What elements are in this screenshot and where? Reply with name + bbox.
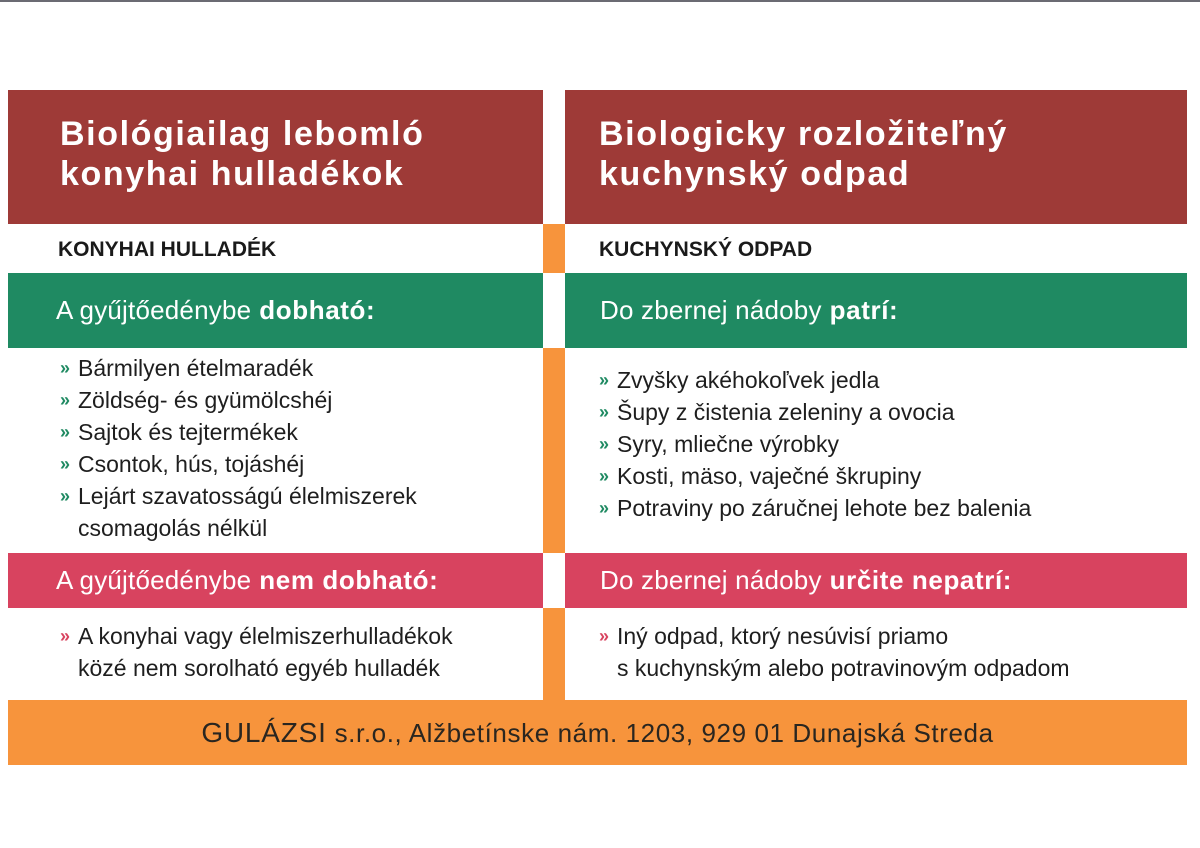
not-allowed-label-bold: určite nepatrí: — [829, 565, 1013, 595]
not-allowed-label-regular: Do zbernej nádoby — [600, 565, 822, 595]
allowed-band-sk — [565, 273, 1187, 348]
list-item-text: Iný odpad, ktorý nesúvisí priamo — [617, 623, 949, 649]
list-item — [599, 364, 1187, 396]
company-name: GULÁZSI — [201, 717, 327, 748]
allowed-label-bold: dobható: — [259, 295, 376, 325]
title-line-2: kuchynský odpad — [599, 155, 911, 193]
list-item-text: Csontok, hús, tojáshéj — [78, 451, 305, 477]
list-item — [599, 460, 1187, 492]
bullet-icon: » — [599, 402, 610, 422]
company-address — [8, 700, 1187, 766]
bullet-icon: » — [599, 370, 610, 390]
bullet-icon: » — [599, 498, 610, 518]
list-item-text: Bármilyen ételmaradék — [78, 355, 314, 381]
subheading-hu: KONYHAI HULLADÉK — [58, 238, 277, 261]
title-line-1: Biológiailag lebomló — [60, 115, 425, 153]
not-allowed-band-sk — [565, 553, 1187, 608]
list-item-text: Kosti, mäso, vaječné škrupiny — [617, 463, 922, 489]
company-address-details: s.r.o., Alžbetínske nám. 1203, 929 01 Dunajská Streda — [334, 718, 994, 748]
list-item-text-continuation: közé nem sorolható egyéb hulladék — [78, 655, 440, 681]
footer-band — [8, 700, 1187, 765]
allowed-list-hu-container — [8, 352, 543, 552]
bullet-icon: » — [599, 466, 610, 486]
list-item-text: Lejárt szavatosságú élelmiszerek — [78, 483, 417, 509]
divider-segment-1 — [543, 224, 565, 273]
list-item — [599, 396, 1187, 428]
list-item — [60, 448, 543, 480]
scan-top-edge — [0, 0, 1200, 2]
not-allowed-list-hu-container — [8, 620, 543, 700]
not-allowed-label-regular: A gyűjtőedénybe — [56, 565, 252, 595]
title-line-2: konyhai hulladékok — [60, 155, 405, 193]
divider-segment-3 — [543, 608, 565, 700]
bullet-icon: » — [60, 486, 71, 506]
divider-segment-2 — [543, 348, 565, 553]
allowed-label-sk — [565, 273, 1187, 348]
list-item-text: Potraviny po záručnej lehote bez balenia — [617, 495, 1032, 521]
list-item-text-continuation: s kuchynským alebo potravinovým odpadom — [617, 655, 1070, 681]
list-item — [60, 620, 543, 684]
allowed-list-sk-container — [565, 364, 1187, 544]
list-item-text: Sajtok és tejtermékek — [78, 419, 298, 445]
list-item — [599, 620, 1187, 684]
not-allowed-list-hu — [8, 620, 543, 684]
list-item-text: Zöldség- és gyümölcshéj — [78, 387, 333, 413]
title-line-1: Biologicky rozložiteľný — [599, 115, 1008, 153]
list-item — [60, 480, 543, 544]
list-item-text: Šupy z čistenia zeleniny a ovocia — [617, 399, 955, 425]
list-item — [599, 492, 1187, 524]
allowed-label-bold: patrí: — [829, 295, 899, 325]
list-item — [60, 416, 543, 448]
list-item — [60, 384, 543, 416]
title-band-hu — [8, 90, 543, 224]
list-item-text: A konyhai vagy élelmiszerhulladékok — [78, 623, 453, 649]
list-item-text: Syry, mliečne výrobky — [617, 431, 839, 457]
not-allowed-list-sk-container — [565, 620, 1187, 700]
bullet-icon: » — [60, 626, 71, 646]
allowed-band-hu — [8, 273, 543, 348]
allowed-label-regular: A gyűjtőedénybe — [56, 295, 252, 325]
not-allowed-label-bold: nem dobható: — [259, 565, 439, 595]
not-allowed-label-sk — [565, 553, 1187, 608]
bullet-icon: » — [60, 358, 71, 378]
not-allowed-band-hu — [8, 553, 543, 608]
bullet-icon: » — [599, 434, 610, 454]
bullet-icon: » — [60, 422, 71, 442]
bullet-icon: » — [60, 390, 71, 410]
allowed-label-hu — [8, 273, 543, 348]
page-title-sk — [565, 90, 1187, 194]
subheading-sk: KUCHYNSKÝ ODPAD — [599, 238, 813, 261]
allowed-list-sk — [565, 364, 1187, 524]
allowed-list-hu — [8, 352, 543, 544]
bullet-icon: » — [60, 454, 71, 474]
list-item — [599, 428, 1187, 460]
page-title-hu — [8, 90, 543, 194]
list-item-text: Zvyšky akéhokoľvek jedla — [617, 367, 880, 393]
list-item — [60, 352, 543, 384]
allowed-label-regular: Do zbernej nádoby — [600, 295, 822, 325]
not-allowed-label-hu — [8, 553, 543, 608]
bullet-icon: » — [599, 626, 610, 646]
not-allowed-list-sk — [565, 620, 1187, 684]
list-item-text-continuation: csomagolás nélkül — [78, 515, 268, 541]
title-band-sk — [565, 90, 1187, 224]
